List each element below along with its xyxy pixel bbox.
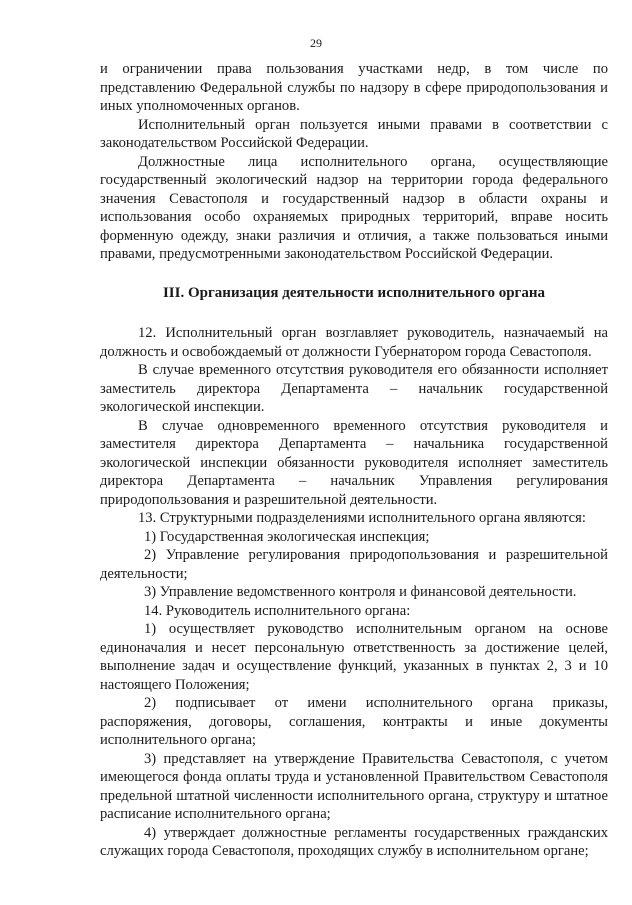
paragraph-13: 13. Структурными подразделениями исполнительного органа являются: (138, 510, 586, 526)
page-number: 29 (310, 36, 322, 50)
section-heading: III. Организация деятельности исполнительного органа (162, 284, 546, 301)
paragraph-rights: Исполнительный орган пользуется иными правами в соответствии с законодательством Российской Федерации. (100, 116, 608, 151)
list-item-13-1: 1) Государственная экологическая инспекция; (144, 528, 430, 545)
paragraph-temporary-absence: В случае временного отсутствия руководителя его обязанности исполняет заместитель директора Департамента – начальник государственной экологической инспекции. (100, 362, 608, 415)
list-item-14-1: 1) осуществляет руководство исполнительным органом на основе единоначалия и несет персональную ответственность за достижение целей, выполнение задач и осуществление функций, указанных в пунктах 2, 3 и 10 настоящего Положения; (100, 621, 608, 693)
paragraph-simultaneous-absence: В случае одновременного временного отсутствия руководителя и заместителя директора Департамента – начальника государственной экологической инспекции обязанности руководителя исполняет заместитель директора Департамента – начальник Управления регулирования природопользования и разрешительной деятельности. (100, 417, 608, 508)
paragraph-14: 14. Руководитель исполнительного органа: (144, 602, 411, 619)
list-item-13-2: 2) Управление регулирования природопользования и разрешительной деятельности; (100, 547, 608, 582)
document-body (100, 60, 608, 861)
list-item-14-2: 2) подписывает от имени исполнительного органа приказы, распоряжения, договоры, соглашения, контракты и иные документы исполнительного органа; (100, 695, 608, 748)
paragraph-12: 12. Исполнительный орган возглавляет руководитель, назначаемый на должность и освобождаемый от должности Губернатором города Севастополя. (100, 325, 608, 360)
list-item-14-4: 4) утверждает должностные регламенты государственных гражданских служащих города Севастополя, проходящих службу в исполнительном органе; (100, 824, 608, 859)
list-item-13-3: 3) Управление ведомственного контроля и финансовой деятельности. (144, 584, 577, 600)
list-item-14-3: 3) представляет на утверждение Правительства Севастополя, с учетом имеющегося фонда оплаты труда и установленной Правительством Севастополя предельной штатной численности исполнительного органа, структуру и штатное расписание исполнительного органа; (100, 750, 608, 822)
paragraph-officials: Должностные лица исполнительного органа, осуществляющие государственный экологический надзор на территории города федерального значения Севастополя и государственный надзор в области охраны и использования особо охраняемых природных территорий, вправе носить форменную одежду, знаки различия и отличия, а также пользоваться иными правами, предусмотренными законодательством Российской Федерации. (100, 153, 608, 262)
paragraph-continuation: и ограничении права пользования участками недр, в том числе по представлению Федеральной службы по надзору в сфере природопользования и иных уполномоченных органов. (100, 61, 608, 114)
